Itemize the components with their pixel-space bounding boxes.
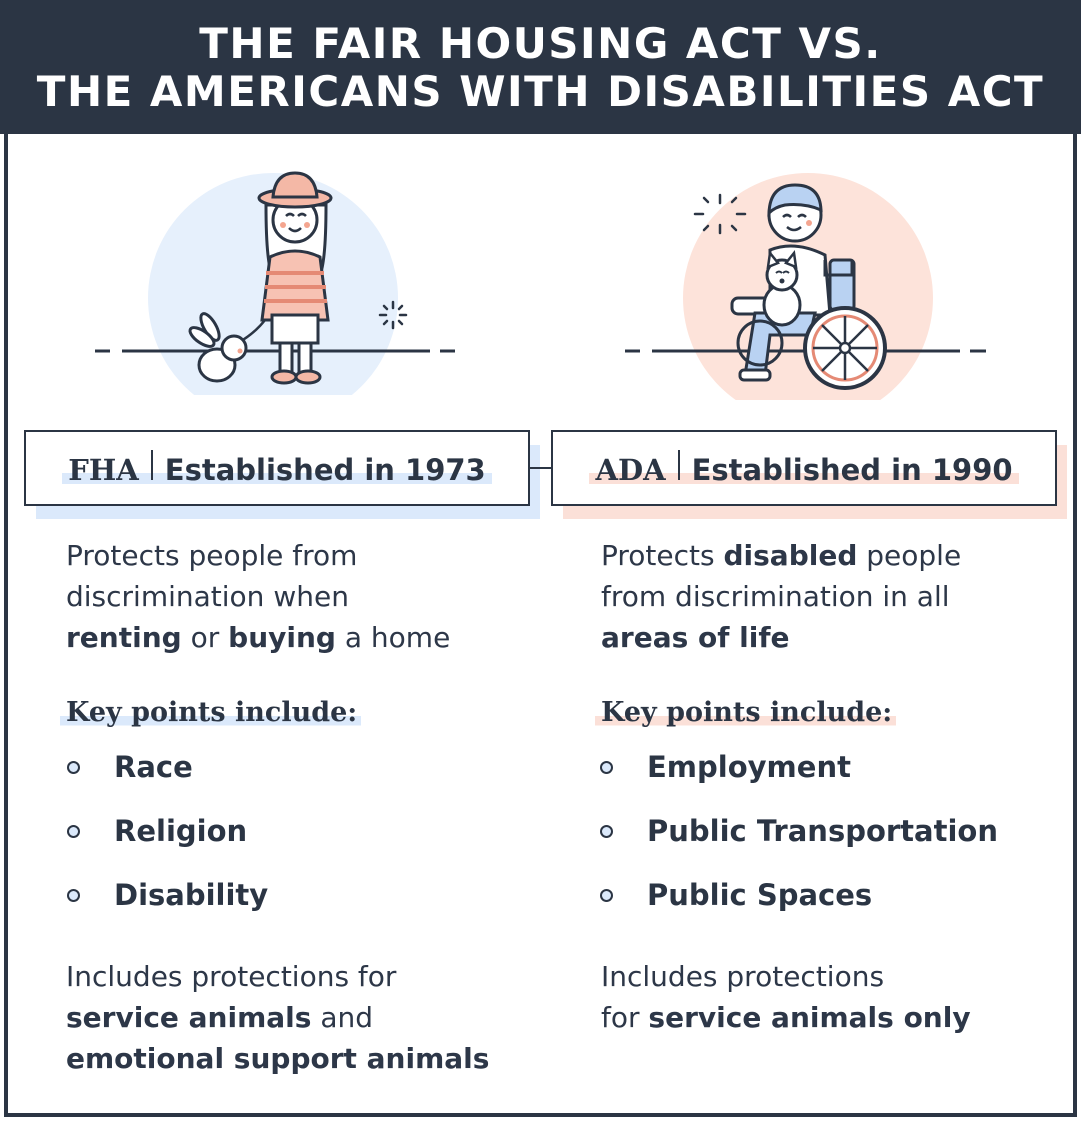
bullet-icon (600, 889, 613, 902)
bullet-icon (67, 761, 80, 774)
ada-key-points-list (600, 750, 1060, 942)
fha-prot-line-2 (66, 997, 536, 1038)
list-item (67, 878, 517, 942)
ada-desc-protects: Protects (601, 539, 724, 572)
list-item (600, 814, 1060, 878)
fha-description (66, 535, 536, 658)
ada-prot-for: for (601, 1001, 649, 1034)
ada-desc-line-3 (601, 617, 1061, 658)
ada-label (551, 430, 1057, 506)
fha-desc-renting: renting (66, 621, 182, 654)
ada-desc-disabled: disabled (723, 539, 858, 572)
fha-desc-home: a home (335, 621, 451, 654)
header-banner (0, 0, 1081, 134)
fha-desc-line-3 (66, 617, 536, 658)
title-line-2: THE AMERICANS WITH DISABILITIES ACT (36, 67, 1045, 116)
fha-key-points-title: Key points include: (60, 697, 361, 728)
list-item (67, 814, 517, 878)
ada-point-employment: Employment (647, 750, 851, 784)
ada-desc-people: people (857, 539, 962, 572)
fha-point-race: Race (114, 750, 193, 784)
ada-abbr: ADA (595, 452, 666, 487)
bullet-icon (600, 825, 613, 838)
list-item (67, 750, 517, 814)
fha-prot-and: and (311, 1001, 373, 1034)
ada-protections (601, 956, 1061, 1038)
ada-label-text (589, 450, 1018, 487)
ada-established: Established in 1990 (691, 452, 1013, 487)
fha-prot-service: service animals (66, 1001, 312, 1034)
ada-desc-line-1 (601, 535, 1061, 576)
fha-established: Established in 1973 (164, 452, 486, 487)
label-connector (528, 467, 553, 469)
fha-desc-or: or (181, 621, 229, 654)
ada-desc-areas: areas of life (601, 621, 790, 654)
ada-prot-service-only: service animals only (648, 1001, 971, 1034)
bullet-icon (600, 761, 613, 774)
ada-point-spaces: Public Spaces (647, 878, 873, 912)
fha-protections (66, 956, 536, 1079)
list-item (600, 878, 1060, 942)
fha-point-religion: Religion (114, 814, 248, 848)
fha-prot-emotional: emotional support animals (66, 1042, 490, 1075)
bullet-icon (67, 825, 80, 838)
label-divider (678, 450, 680, 480)
fha-label-text (62, 450, 491, 487)
fha-point-disability: Disability (114, 878, 269, 912)
fha-prot-line-1: Includes protections for (66, 960, 397, 993)
ada-desc-line-2: from discrimination in all (601, 580, 950, 613)
list-item (600, 750, 1060, 814)
bullet-icon (67, 889, 80, 902)
fha-abbr: FHA (68, 452, 139, 487)
ada-point-transportation: Public Transportation (647, 814, 998, 848)
ada-key-points-title: Key points include: (595, 697, 896, 728)
fha-prot-line-3 (66, 1038, 536, 1079)
title-line-1: THE FAIR HOUSING ACT VS. (199, 19, 882, 68)
ada-prot-line-1: Includes protections (601, 960, 885, 993)
ada-description (601, 535, 1061, 658)
fha-key-points-list (67, 750, 517, 942)
woman-with-rabbit-icon (90, 165, 470, 395)
man-in-wheelchair-with-dog-icon (620, 165, 1000, 400)
ada-prot-line-2 (601, 997, 1061, 1038)
label-divider (151, 450, 153, 480)
fha-label (24, 430, 530, 506)
fha-desc-line-2: discrimination when (66, 580, 349, 613)
fha-desc-line-1: Protects people from (66, 539, 358, 572)
fha-desc-buying: buying (228, 621, 336, 654)
